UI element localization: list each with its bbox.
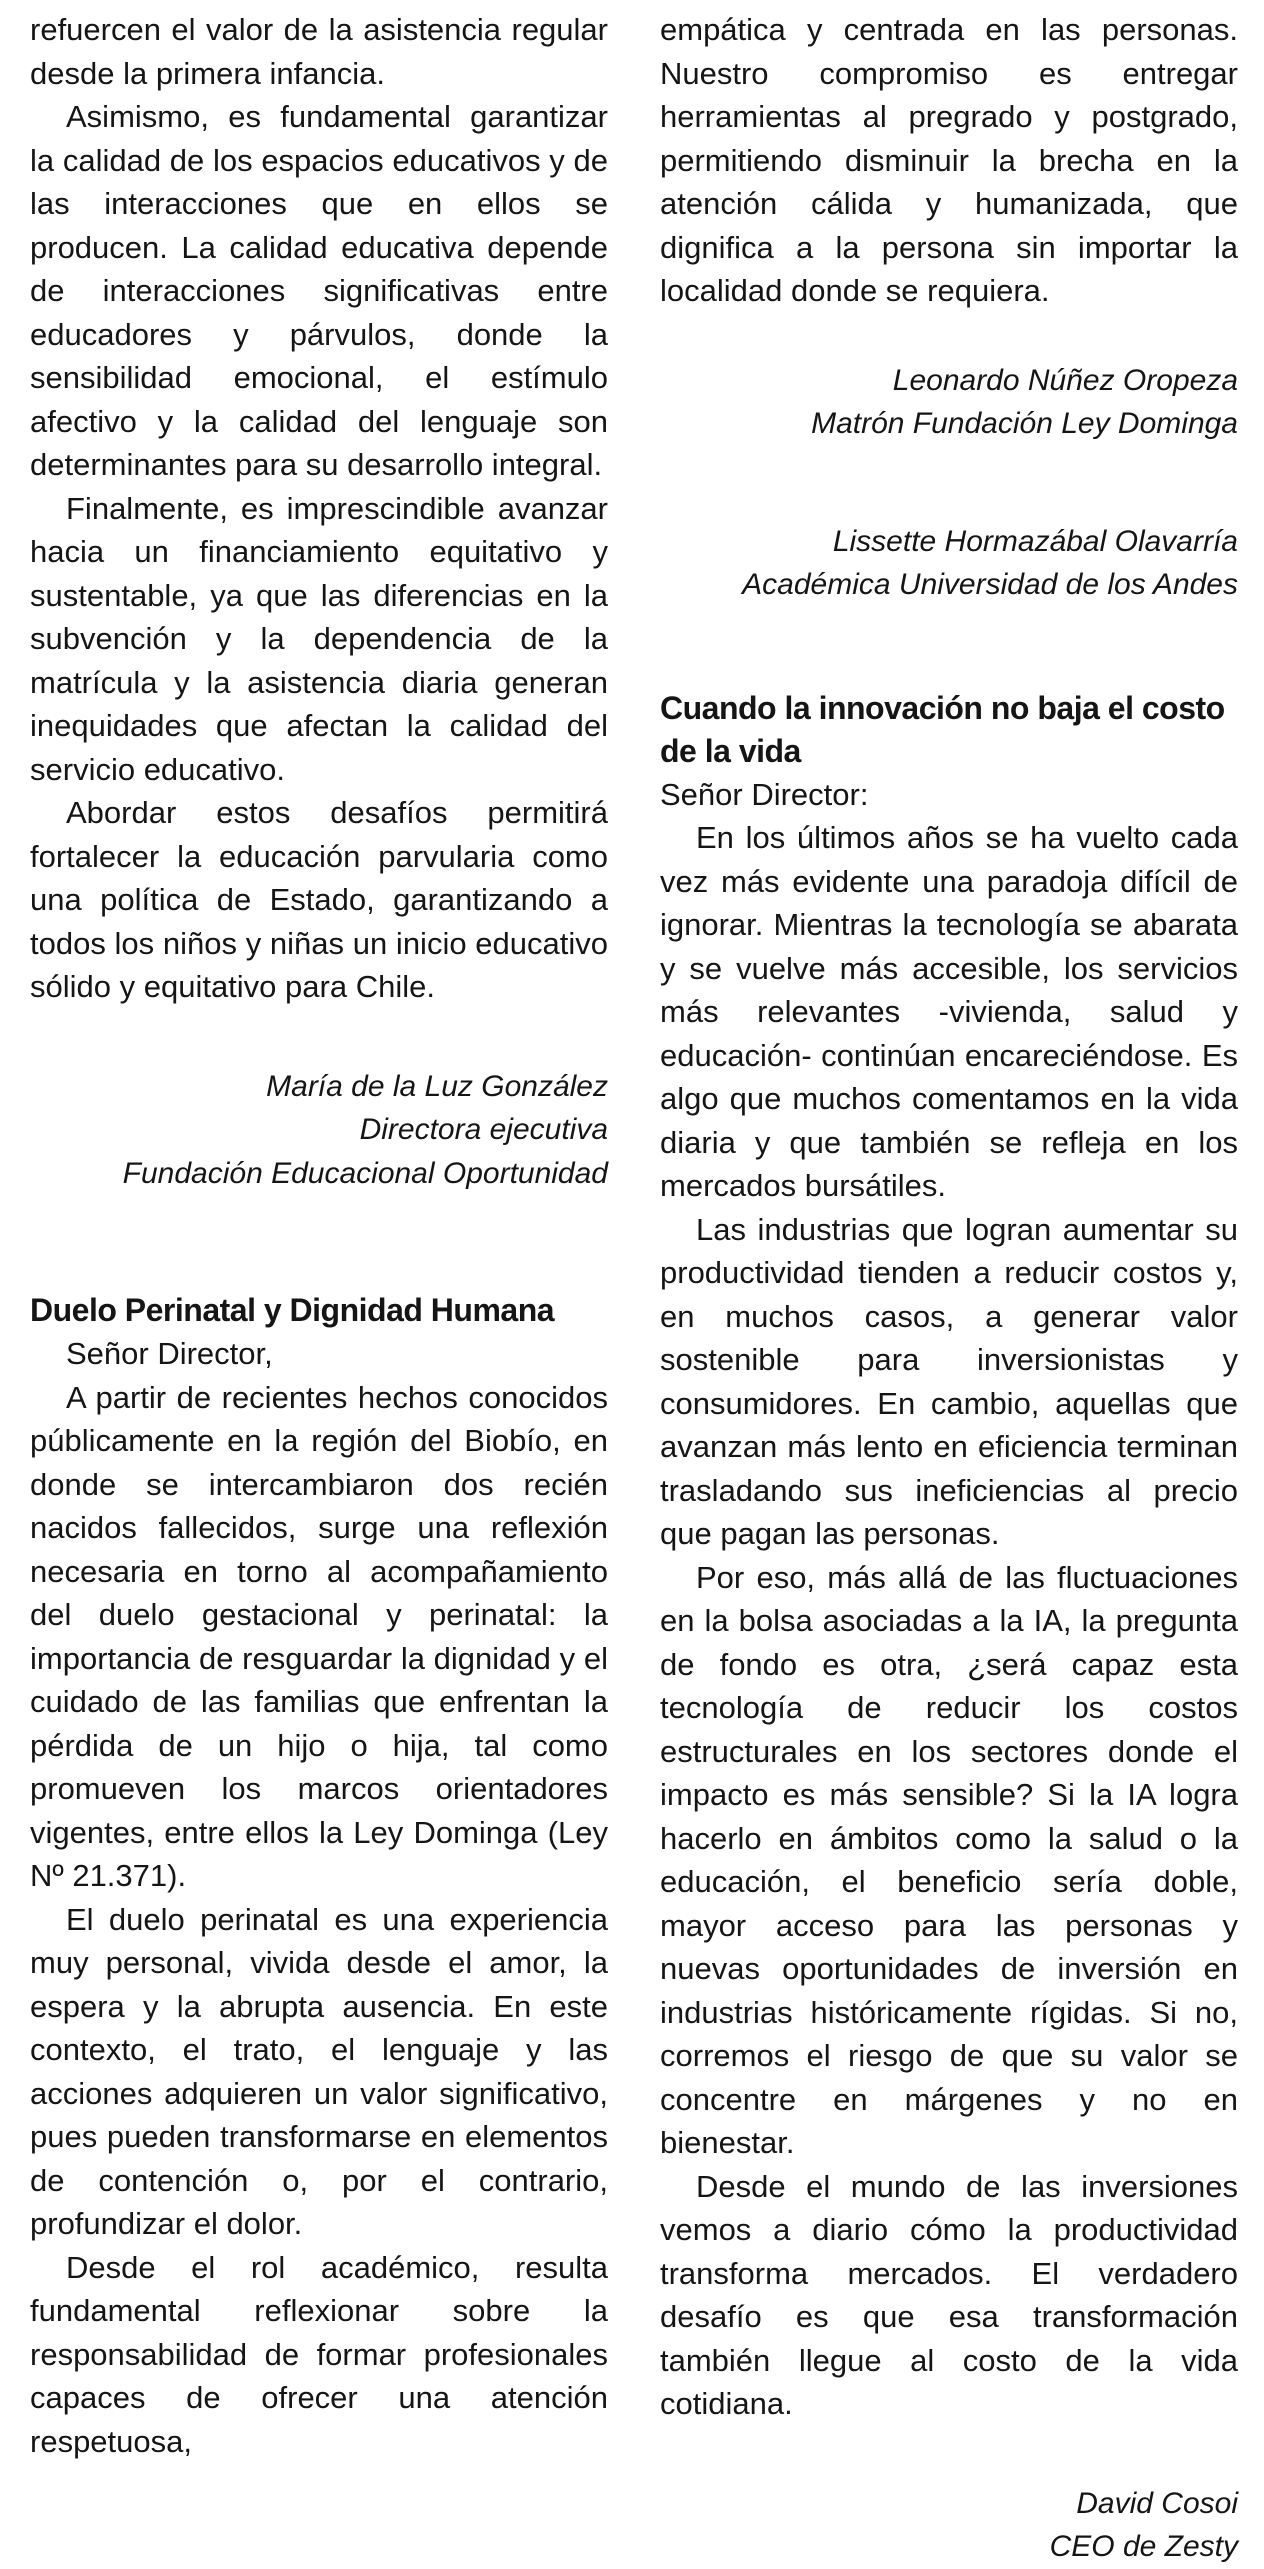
right-column: [660, 8, 1238, 2569]
letter3-headline: Cuando la innovación no baja el costo de la vida: [660, 689, 1225, 769]
signature-org: Fundación Educacional Oportunidad: [122, 1156, 608, 1190]
spacer: [660, 607, 1238, 687]
signature-name: María de la Luz González: [266, 1069, 608, 1103]
spacer: [660, 313, 1238, 359]
letter2-greeting: Señor Director,: [66, 1336, 273, 1371]
spacer: [660, 446, 1238, 520]
signature-name: Lissette Hormazábal Olavarría: [832, 524, 1238, 558]
signature-name: David Cosoi: [1076, 2486, 1238, 2520]
left-column: [30, 8, 608, 2463]
letter3-greeting: Señor Director:: [660, 776, 869, 812]
letter1-signature: [30, 1065, 608, 1196]
letter2-paragraph-continued: empática y centrada en las personas. Nuestro compromiso es entregar herramientas al pregrado y postgrado, permitiendo disminuir la brecha en la atención cálida y humanizada, que dignifica a la persona sin importar la localidad donde se requiera.: [660, 12, 1238, 308]
letter2-signature-1: [660, 359, 1238, 446]
letter2-paragraph: Desde el rol académico, resulta fundamental reflexionar sobre la responsabilidad de formar profesionales capaces de ofrecer una atención respetuosa,: [30, 2249, 608, 2459]
letter2-paragraph: El duelo perinatal es una experiencia muy personal, vivida desde el amor, la espera y la abrupta ausencia. En este contexto, el trato, el lenguaje y las acciones adquieren un valor significativo, pues pueden transformarse en elementos de contención o, por el contrario, profundizar el dolor.: [30, 1901, 608, 2241]
signature-name: Leonardo Núñez Oropeza: [892, 363, 1238, 397]
signature-role: Matrón Fundación Ley Dominga: [811, 407, 1238, 440]
letter1-paragraph: Asimismo, es fundamental garantizar la calidad de los espacios educativos y de las interacciones que en ellos se producen. La calidad educativa depende de interacciones significativas entre educadores y párvulos, donde la sensibilidad emocional, el estímulo afectivo y la calidad del lenguaje son determinantes para su desarrollo integral.: [30, 99, 608, 482]
letter2-paragraph: A partir de recientes hechos conocidos públicamente en la región del Biobío, en donde se intercambiaron dos recién nacidos fallecidos, surge una reflexión necesaria en torno al acompañamiento del duelo gestacional y perinatal: la importancia de resguardar la dignidad y el cuidado de las familias que enfrentan la pérdida de un hijo o hija, tal como promueven los marcos orientadores vigentes, entre ellos la Ley Dominga (Ley Nº 21.371).: [30, 1379, 608, 1893]
letter3-paragraph: Las industrias que logran aumentar su productividad tienden a reducir costos y, en muchos casos, a generar valor sostenible para inversionistas y consumidores. En cambio, aquellas que avanzan más lento en eficiencia terminan trasladando sus ineficiencias al precio que pagan las personas.: [660, 1211, 1238, 1551]
signature-role: Académica Universidad de los Andes: [742, 568, 1238, 601]
letter1-paragraph: Abordar estos desafíos permitirá fortalecer la educación parvularia como una política de Estado, garantizando a todos los niños y niñas un inicio educativo sólido y equitativo para Chile.: [30, 795, 608, 1004]
spacer: [30, 1195, 608, 1289]
letter3-paragraph: En los últimos años se ha vuelto cada vez más evidente una paradoja difícil de ignorar. Mientras la tecnología se abarata y se vuelve más accesible, los servicios más relevantes -vivienda, salud y educación- continúan encareciéndose. Es algo que muchos comentamos en la vida diaria y que también se refleja en los mercados bursátiles.: [660, 820, 1238, 1203]
spacer: [660, 2426, 1238, 2482]
spacer: [30, 1009, 608, 1065]
signature-role: Directora ejecutiva: [359, 1113, 608, 1146]
letter2-headline: Duelo Perinatal y Dignidad Humana: [30, 1292, 555, 1328]
signature-role: CEO de Zesty: [1049, 2530, 1238, 2563]
letter3-paragraph: Por eso, más allá de las fluctuaciones en la bolsa asociadas a la IA, la pregunta de fondo es otra, ¿será capaz esta tecnología de reducir los costos estructurales en los sectores donde el impacto es más sensible? Si la IA logra hacerlo en ámbitos como la salud o la educación, el beneficio sería doble, mayor acceso para las personas y nuevas oportunidades de inversión en industrias históricamente rígidas. Si no, corremos el riesgo de que su valor se concentre en márgenes y no en bienestar.: [660, 1559, 1238, 2160]
letter3-signature: [660, 2482, 1238, 2569]
letter3-paragraph: Desde el mundo de las inversiones vemos a diario cómo la productividad transforma mercados. El verdadero desafío es que esa transformación también llegue al costo de la vida cotidiana.: [660, 2168, 1238, 2421]
letter2-signature-2: [660, 520, 1238, 607]
letter1-paragraph-continued: refuercen el valor de la asistencia regular desde la primera infancia.: [30, 12, 608, 91]
letter1-paragraph: Finalmente, es imprescindible avanzar hacia un financiamiento equitativo y sustentable, ya que las diferencias en la subvención y la dependencia de la matrícula y la asistencia diaria generan inequidades que afectan la calidad del servicio educativo.: [30, 490, 608, 787]
